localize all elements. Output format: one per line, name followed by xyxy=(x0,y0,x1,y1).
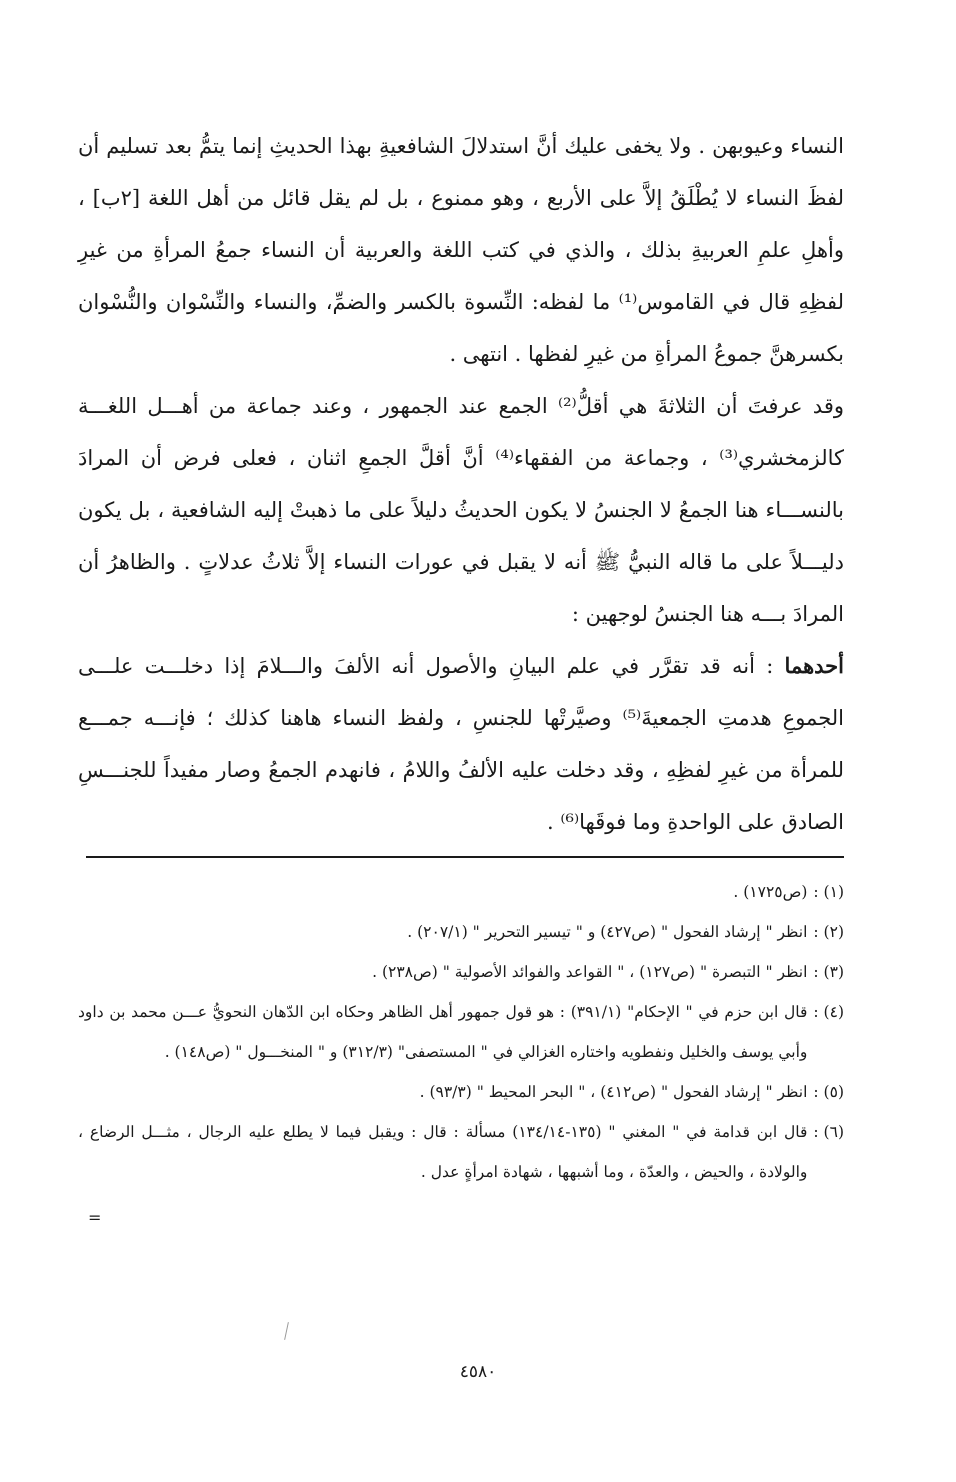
footnote-number: (١) : xyxy=(813,883,844,901)
paragraph-lead-word: أحدهما xyxy=(784,653,844,678)
paragraph-1: النساء وعيوبهن . ولا يخفى عليك أنَّ استدلالَ الشافعيةِ بهذا الحديثِ إنما يتمُّ بعد تسليم أن لفظَ النساء لا يُطْلَقُ إلاَّ على الأربع ، وهو ممنوع ، بل لم يقل قائل من أهل اللغة [٢ب] ، وأهلِ علمِ العربيةِ بذلك ، والذي في كتب اللغة والعربية أن النساء جمعُ المرأةِ من غيرِ لفظِهِ قال في القاموس⁽¹⁾ ما لفظه: النِّسوة بالكسر والضمِّ، والنساء والنِّسْوان والنُّسْوان بكسرهنَّ جموعُ المرأةِ من غيرِ لفظها . انتهى . xyxy=(78,134,844,366)
footnote-number: (٤) : xyxy=(813,1003,844,1021)
footnote-text: انظر " التبصرة " (ص١٢٧) ، " القواعد والفوائد الأصولية " (ص٢٣٨) . xyxy=(372,963,808,981)
footnote-number: (٦) : xyxy=(813,1123,844,1141)
footnotes xyxy=(78,872,844,1192)
footnote-3 xyxy=(78,952,844,992)
footnote-number: (٢) : xyxy=(813,923,844,941)
footnote-divider xyxy=(86,856,844,858)
footnote-5 xyxy=(78,1072,844,1112)
footnote-2 xyxy=(78,912,844,952)
footnote-continuation-mark: = xyxy=(88,1208,102,1227)
footnote-number: (٥) : xyxy=(813,1083,844,1101)
page-number: ٤٥٨٠ xyxy=(459,1362,497,1382)
paragraph-3 xyxy=(78,640,844,848)
scan-artifact-mark xyxy=(284,1322,289,1340)
footnote-text: (ص١٧٢٥) . xyxy=(733,883,808,901)
footnote-text: انظر " إرشاد الفحول " (ص٤٢٧) و " تيسير التحرير " (٢٠٧/١) . xyxy=(407,923,808,941)
footnote-text: قال ابن حزم في " الإحكام" (٣٩١/١) : هو قول جمهور أهل الظاهر وحكاه ابن الدّهان النحويُّ عـــن محمد بن داود وأبي يوسف والخليل ونفطويه واختاره الغزالي في " المستصفى" (٣١٢/٣) و " المنخـــول " (ص١٤٨) . xyxy=(78,1003,808,1061)
paragraph-2: وقد عرفتَ أن الثلاثةَ هي أقلُّ⁽²⁾ الجمع عند الجمهور ، وعند جماعة من أهـــل اللغـــة كالزمخشري⁽³⁾ ، وجماعة من الفقهاء⁽⁴⁾ أنَّ أقلَّ الجمعِ اثنان ، فعلى فرض أن المرادَ بالنســـاء هنا الجمعُ لا الجنسُ لا يكون الحديثُ دليلاً على ما ذهبتْ إليه الشافعية ، بل يكون دليـــلاً على ما قاله النبيُّ ﷺ أنه لا يقبل في عورات النساء إلاَّ ثلاثُ عدلاتٍ . والظاهرُ أن المرادَ بـــه هنا الجنسُ لوجهين : xyxy=(78,394,845,626)
paragraph-3-text: : أنه قد تقرَّر في علم البيانِ والأصول أنه الألفَ والـــلامَ إذا دخلـــت علـــى الجموعِ هدمتِ الجمعيةَ⁽⁵⁾ وصيَّرتْها للجنسِ ، ولفظ النساء هاهنا كذلك ؛ فإنـــه جمـــع للمرأة من غيرِ لفظِهِ ، وقد دخلت عليه الألفُ واللامُ ، فانهدم الجمعُ وصار مفيداً للجنـــسِ الصادق على الواحدةِ وما فوقَها⁽⁶⁾ . xyxy=(78,654,844,834)
footnote-number: (٣) : xyxy=(813,963,844,981)
footnote-4 xyxy=(78,992,844,1072)
main-text xyxy=(78,120,844,848)
footnote-text: قال ابن قدامة في " المغني " (١٣٥-١٣٤/١٤) مسألة : قال : ويقبل فيما لا يطلع عليه الرجال ، مثـــل الرضاع ، والولادة ، والحيض ، والعدّة ، وما أشبهها ، شهادة امرأةٍ عدل . xyxy=(78,1123,808,1181)
footnote-1 xyxy=(78,872,844,912)
footnote-text: انظر " إرشاد الفحول " (ص٤١٢) ، " البحر المحيط " (٩٣/٣) . xyxy=(419,1083,808,1101)
footnote-6 xyxy=(78,1112,844,1192)
